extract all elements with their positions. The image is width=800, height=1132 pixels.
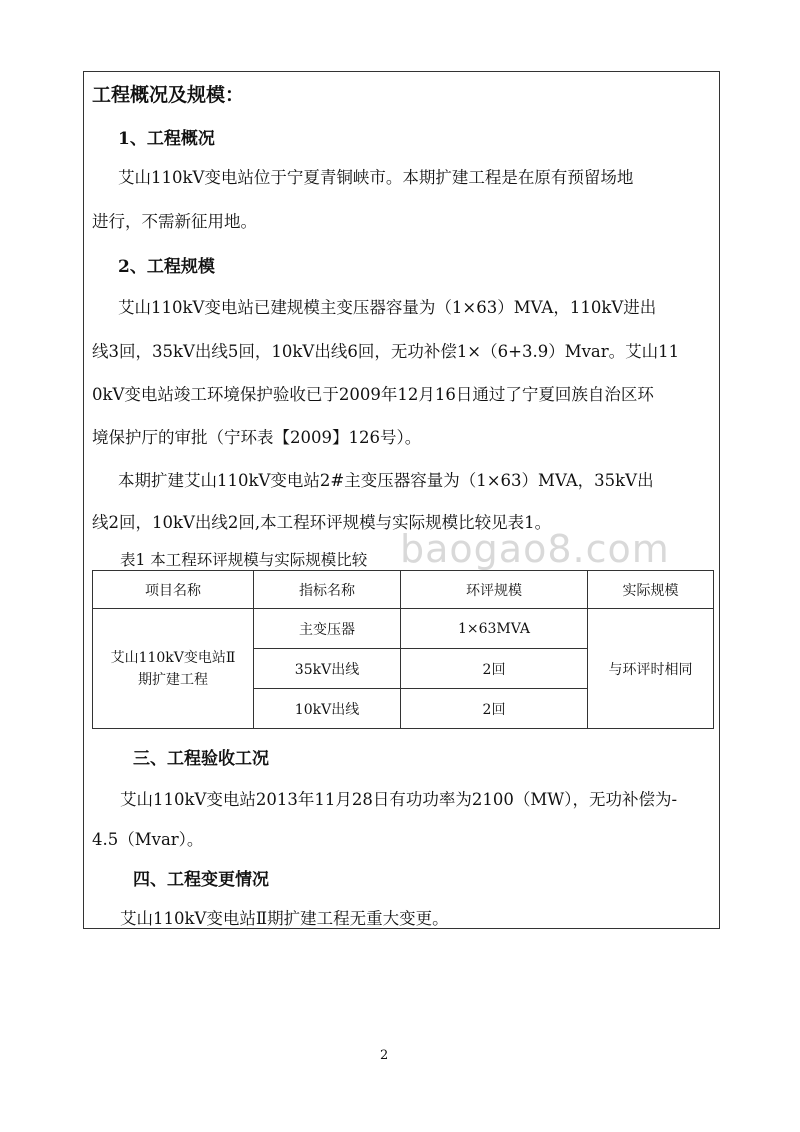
watermark: baogao8.com <box>400 527 670 571</box>
header-actual-scale: 实际规模 <box>588 571 714 609</box>
section4-heading: 四、工程变更情况 <box>133 870 269 890</box>
section1-heading: 1、工程概况 <box>118 129 215 149</box>
section3-line-2: 4.5（Mvar）。 <box>92 830 204 849</box>
cell-indicator: 35kV出线 <box>254 649 401 689</box>
section3-heading: 三、工程验收工况 <box>133 749 269 769</box>
cell-indicator: 主变压器 <box>254 609 401 649</box>
section2-line-5: 本期扩建艾山110kV变电站2#主变压器容量为（1×63）MVA，35kV出 <box>118 471 654 490</box>
section2-line-1: 艾山110kV变电站已建规模主变压器容量为（1×63）MVA，110kV进出 <box>118 298 657 317</box>
cell-eia: 1×63MVA <box>401 609 588 649</box>
section2-line-4: 境保护厅的审批（宁环表【2009】126号）。 <box>92 428 422 447</box>
section2-line-2: 线3回，35kV出线5回，10kV出线6回，无功补偿1×（6+3.9）Mvar。艾山11 <box>92 342 680 361</box>
cell-project: 艾山110kV变电站Ⅱ期扩建工程 <box>93 609 254 729</box>
section2-line-3: 0kV变电站竣工环境保护验收已于2009年12月16日通过了宁夏回族自治区环 <box>92 385 654 404</box>
header-eia-scale: 环评规模 <box>401 571 588 609</box>
section2-heading: 2、工程规模 <box>118 257 215 277</box>
cell-eia: 2回 <box>401 689 588 729</box>
table-row <box>93 609 714 649</box>
section1-line-1: 艾山110kV变电站位于宁夏青铜峡市。本期扩建工程是在原有预留场地 <box>118 168 634 187</box>
comparison-table <box>92 570 714 729</box>
section-title: 工程概况及规模： <box>92 84 245 106</box>
section4-line-1: 艾山110kV变电站Ⅱ期扩建工程无重大变更。 <box>120 909 449 928</box>
section2-line-6: 线2回，10kV出线2回,本工程环评规模与实际规模比较见表1。 <box>92 513 552 532</box>
cell-actual: 与环评时相同 <box>588 609 714 729</box>
cell-indicator: 10kV出线 <box>254 689 401 729</box>
section3-line-1: 艾山110kV变电站2013年11月28日有功功率为2100（MW），无功补偿为- <box>120 790 678 809</box>
header-indicator-name: 指标名称 <box>254 571 401 609</box>
table-caption: 表1 本工程环评规模与实际规模比较 <box>120 551 368 569</box>
page-number: 2 <box>380 1048 389 1063</box>
cell-eia: 2回 <box>401 649 588 689</box>
section1-line-2: 进行，不需新征用地。 <box>92 212 257 231</box>
table-header-row <box>93 571 714 609</box>
header-project-name: 项目名称 <box>93 571 254 609</box>
